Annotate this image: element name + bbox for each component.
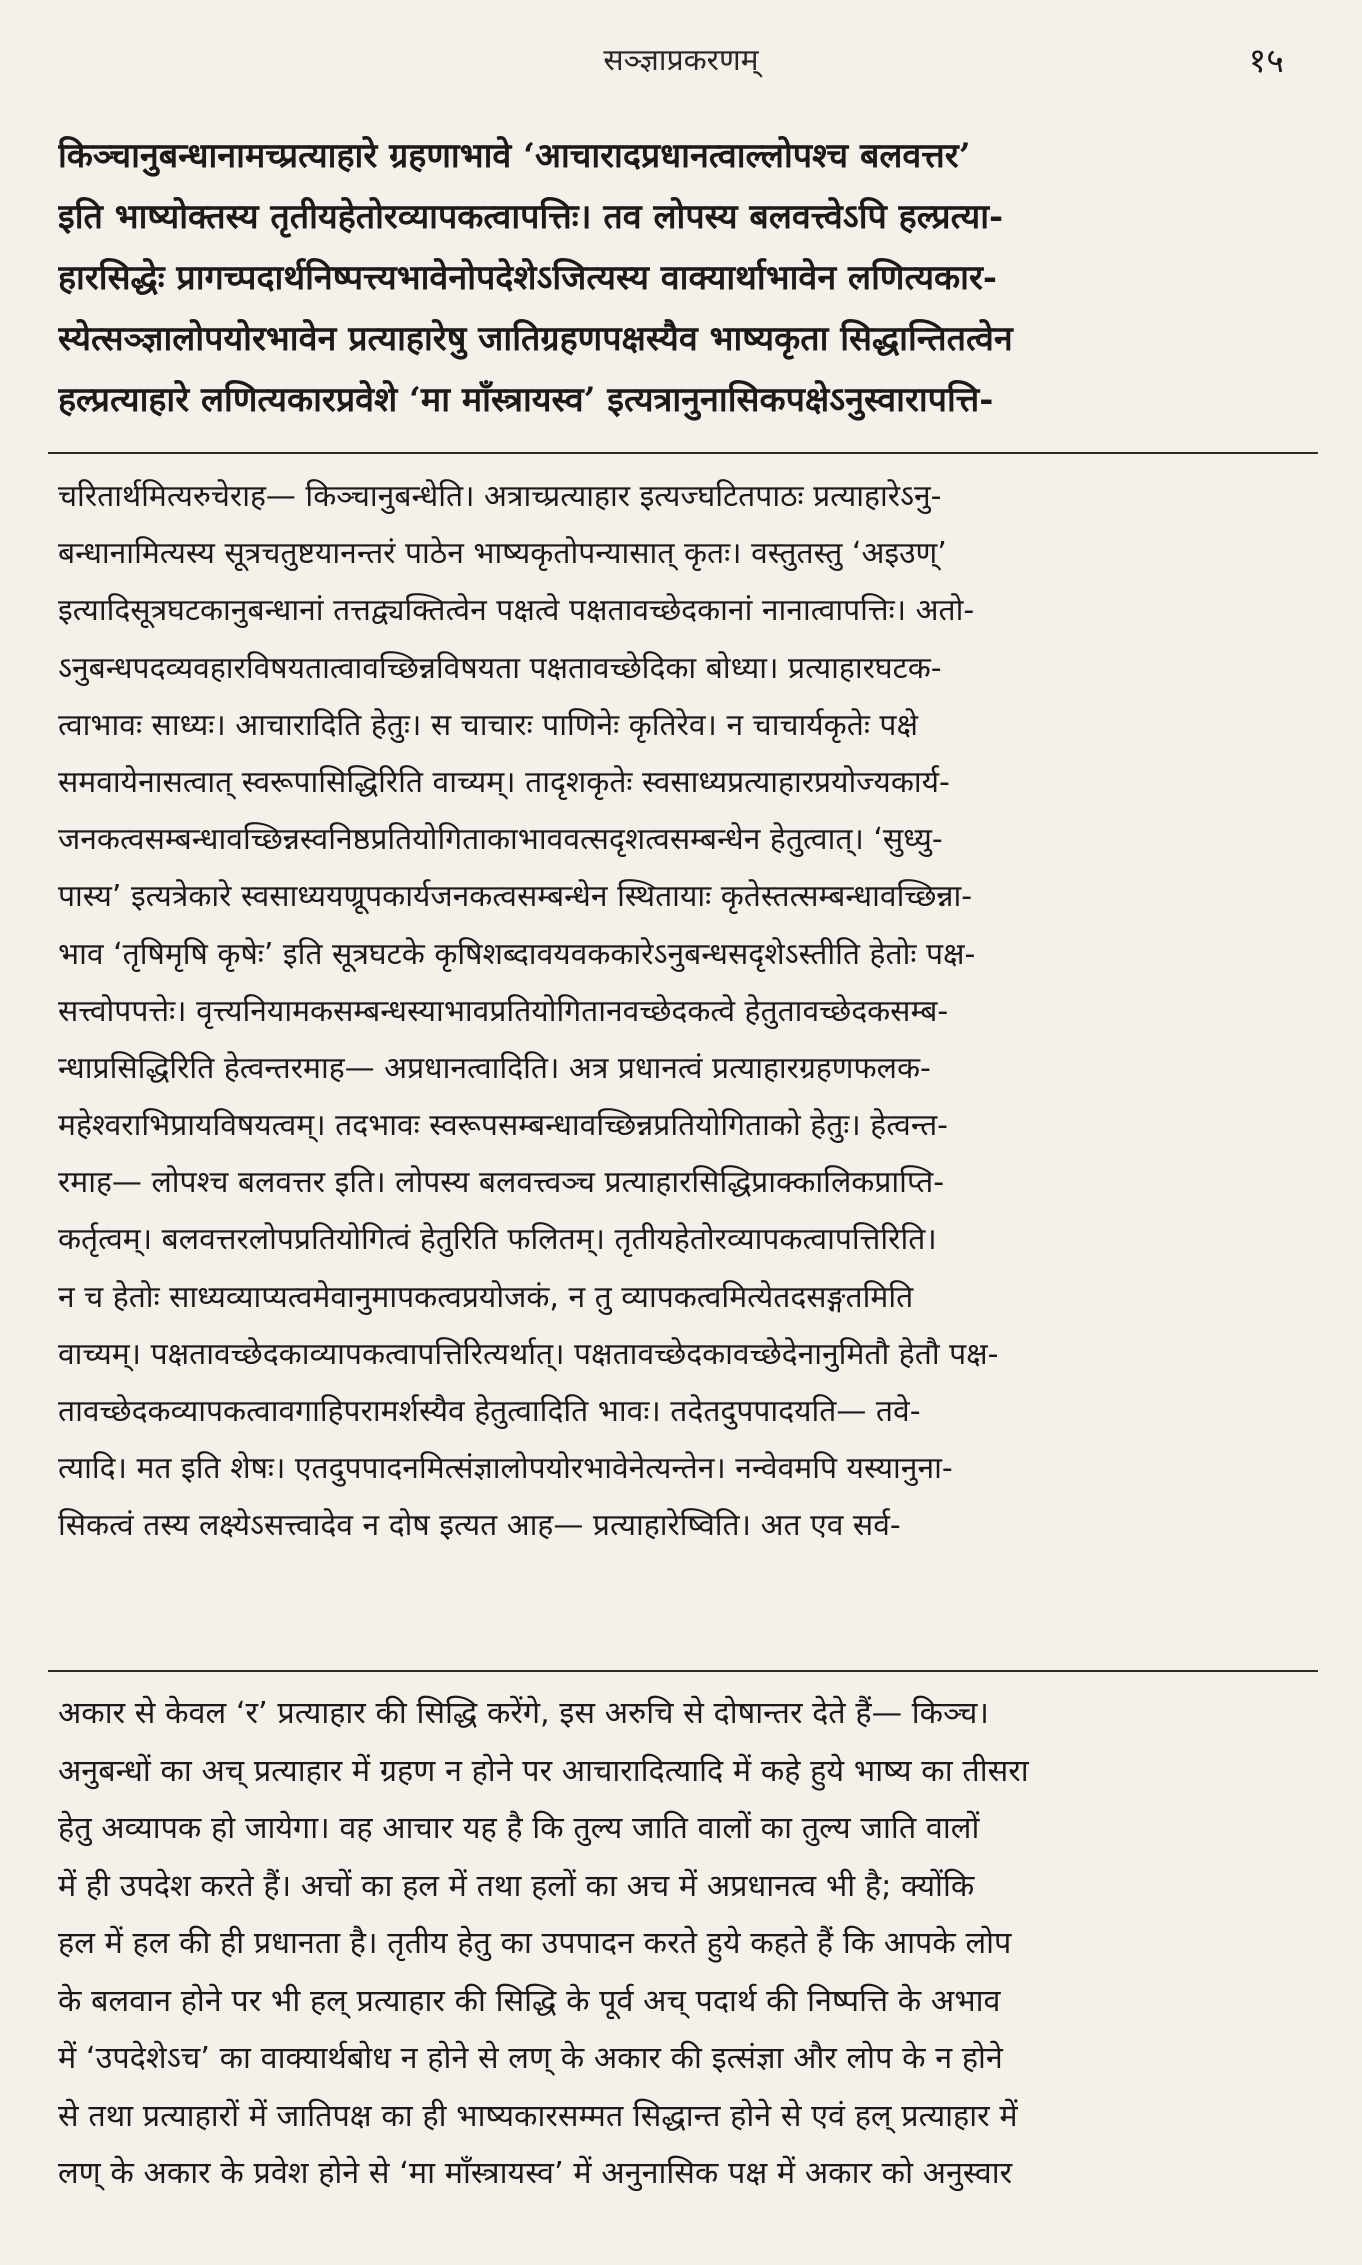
hindi-line: हेतु अव्यापक हो जायेगा। वह आचार यह है कि तुल्य जाति वालों का तुल्य जाति वालों	[58, 1811, 980, 1846]
commentary-line: न च हेतोः साध्यव्याप्यत्वमेवानुमापकत्वप्रयोजकं, न तु व्यापकत्वमित्येतदसङ्गतमिति	[58, 1279, 914, 1315]
hindi-line: लण् के अकार के प्रवेश होने से ‘मा माँस्त्रायस्व’ में अनुनासिक पक्ष में अकार को अनुस्वार	[58, 2156, 1013, 2191]
hindi-line: के बलवान होने पर भी हल् प्रत्याहार की सिद्धि के पूर्व अच् पदार्थ की निष्पत्ति के अभाव	[58, 1983, 1001, 2019]
commentary-line: वाच्यम्। पक्षतावच्छेदकाव्यापकत्वापत्तिरित्यर्थात्। पक्षतावच्छेदकावच्छेदेनानुमितौ हेतौ पक्ष-	[58, 1336, 999, 1372]
commentary-line: न्धाप्रसिद्धिरिति हेत्वन्तरमाह— अप्रधानत्वादिति। अत्र प्रधानत्वं प्रत्याहारग्रहणफलक-	[58, 1050, 931, 1086]
commentary-line: इत्यादिसूत्रघटकानुबन्धानां तत्तद्व्यक्तित्वेन पक्षत्वे पक्षतावच्छेदकानां नानात्वापत्तिः। अतो-	[58, 593, 975, 629]
commentary-line: चरितार्थमित्यरुचेराह— किञ्चानुबन्धेति। अत्राच्प्रत्याहार इत्यज्घटितपाठः प्रत्याहारेऽनु-	[58, 479, 942, 514]
mula-text	[58, 126, 1308, 431]
commentary-line: ऽनुबन्धपदव्यवहारविषयतात्वावच्छिन्नविषयता पक्षतावच्छेदिका बोध्या। प्रत्याहारघटक-	[58, 650, 942, 686]
commentary-line: पास्य’ इत्यत्रेकारे स्वसाध्ययण्रूपकार्यजनकत्वसम्बन्धेन स्थितायाः कृतेस्तत्सम्बन्धावच्छिन्ना-	[58, 879, 973, 915]
commentary-line: समवायेनासत्वात् स्वरूपासिद्धिरिति वाच्यम्। तादृशकृतेः स्वसाध्यप्रत्याहारप्रयोज्यकार्य-	[58, 764, 950, 800]
mula-line: किञ्चानुबन्धानामच्प्रत्याहारे ग्रहणाभावे ‘आचारादप्रधानत्वाल्लोपश्च बलवत्तर’	[58, 136, 971, 176]
commentary-line: तावच्छेदकव्यापकत्वावगाहिपरामर्शस्यैव हेतुत्वादिति भावः। तदेतदुपपादयति— तवे-	[58, 1394, 921, 1429]
hindi-line: अकार से केवल ‘र’ प्रत्याहार की सिद्धि करेंगे, इस अरुचि से दोषान्तर देते हैं— किञ्च।	[58, 1696, 989, 1731]
mula-line: इति भाष्योक्तस्य तृतीयहेतोरव्यापकत्वापत्तिः। तव लोपस्य बलवत्त्वेऽपि हल्प्रत्या-	[58, 197, 1004, 237]
commentary-line: सत्त्वोपपत्तेः। वृत्त्यनियामकसम्बन्धस्याभावप्रतियोगितानवच्छेदकत्वे हेतुतावच्छेदकसम्ब-	[58, 993, 949, 1029]
commentary-line: बन्धानामित्यस्य सूत्रचतुष्टयानन्तरं पाठेन भाष्यकृतोपन्यासात् कृतः। वस्तुतस्तु ‘अइउण्’	[58, 536, 947, 572]
sanskrit-commentary	[58, 468, 1308, 1555]
hindi-line: हल में हल की ही प्रधानता है। तृतीय हेतु का उपपादन करते हुये कहते हैं कि आपके लोप	[58, 1926, 1012, 1961]
commentary-line: जनकत्वसम्बन्धावच्छिन्नस्वनिष्ठप्रतियोगिताकाभाववत्सदृशत्वसम्बन्धेन हेतुत्वात्। ‘सुध्यु-	[58, 822, 943, 858]
hindi-line: में ‘उपदेशेऽच’ का वाक्यार्थबोध न होने से लण् के अकार की इत्संज्ञा और लोप के न होने	[58, 2041, 1003, 2076]
commentary-line: महेश्वराभिप्रायविषयत्वम्। तदभावः स्वरूपसम्बन्धावच्छिन्नप्रतियोगिताको हेतुः। हेत्वन्त-	[58, 1108, 948, 1144]
section-divider	[48, 1670, 1318, 1672]
mula-line: हल्प्रत्याहारे लणित्यकारप्रवेशे ‘मा माँस्त्रायस्व’ इत्यत्रानुनासिकपक्षेऽनुस्वारापत्ति-	[58, 380, 994, 420]
hindi-line: अनुबन्धों का अच् प्रत्याहार में ग्रहण न होने पर आचारादित्यादि में कहे हुये भाष्य का तीसरा	[58, 1753, 1029, 1789]
commentary-line: त्यादि। मत इति शेषः। एतदुपपादनमित्संज्ञालोपयोरभावेनेत्यन्तेन। नन्वेवमपि यस्यानुना-	[58, 1451, 953, 1487]
commentary-line: त्वाभावः साध्यः। आचारादिति हेतुः। स चाचारः पाणिनेः कृतिरेव। न चाचार्यकृतेः पक्षे	[58, 707, 918, 743]
page-number: १५	[1248, 41, 1284, 81]
section-divider	[48, 452, 1318, 454]
commentary-line: भाव ‘तृषिमृषि कृषेः’ इति सूत्रघटके कृषिशब्दावयवककारेऽनुबन्धसदृशेऽस्तीति हेतोः पक्ष-	[58, 936, 976, 972]
hindi-line: में ही उपदेश करते हैं। अचों का हल में तथा हलों का अच में अप्रधानत्व भी है; क्योंकि	[58, 1868, 975, 1904]
mula-line: हारसिद्धेः प्रागच्पदार्थनिष्पत्त्यभावेनोपदेशेऽजित्यस्य वाक्यार्थाभावेन लणित्यकार-	[58, 258, 997, 298]
hindi-translation	[58, 1685, 1308, 2203]
commentary-line: रमाह— लोपश्च बलवत्तर इति। लोपस्य बलवत्त्वञ्च प्रत्याहारसिद्धिप्राक्कालिकप्राप्ति-	[58, 1165, 945, 1201]
running-head: सञ्ज्ञाप्रकरणम्	[603, 43, 759, 78]
mula-line: स्येत्सञ्ज्ञालोपयोरभावेन प्रत्याहारेषु जातिग्रहणपक्षस्यैव भाष्यकृता सिद्धान्तितत्वेन	[58, 319, 1013, 359]
hindi-line: से तथा प्रत्याहारों में जातिपक्ष का ही भाष्यकारसम्मत सिद्धान्त होने से एवं हल् प्रत्याहार में	[58, 2098, 1018, 2134]
commentary-line: सिकत्वं तस्य लक्ष्येऽसत्त्वादेव न दोष इत्यत आह— प्रत्याहारेष्विति। अत एव सर्व-	[58, 1508, 901, 1544]
commentary-line: कर्तृत्वम्। बलवत्तरलोपप्रतियोगित्वं हेतुरिति फलितम्। तृतीयहेतोरव्यापकत्वापत्तिरिति।	[58, 1222, 937, 1258]
